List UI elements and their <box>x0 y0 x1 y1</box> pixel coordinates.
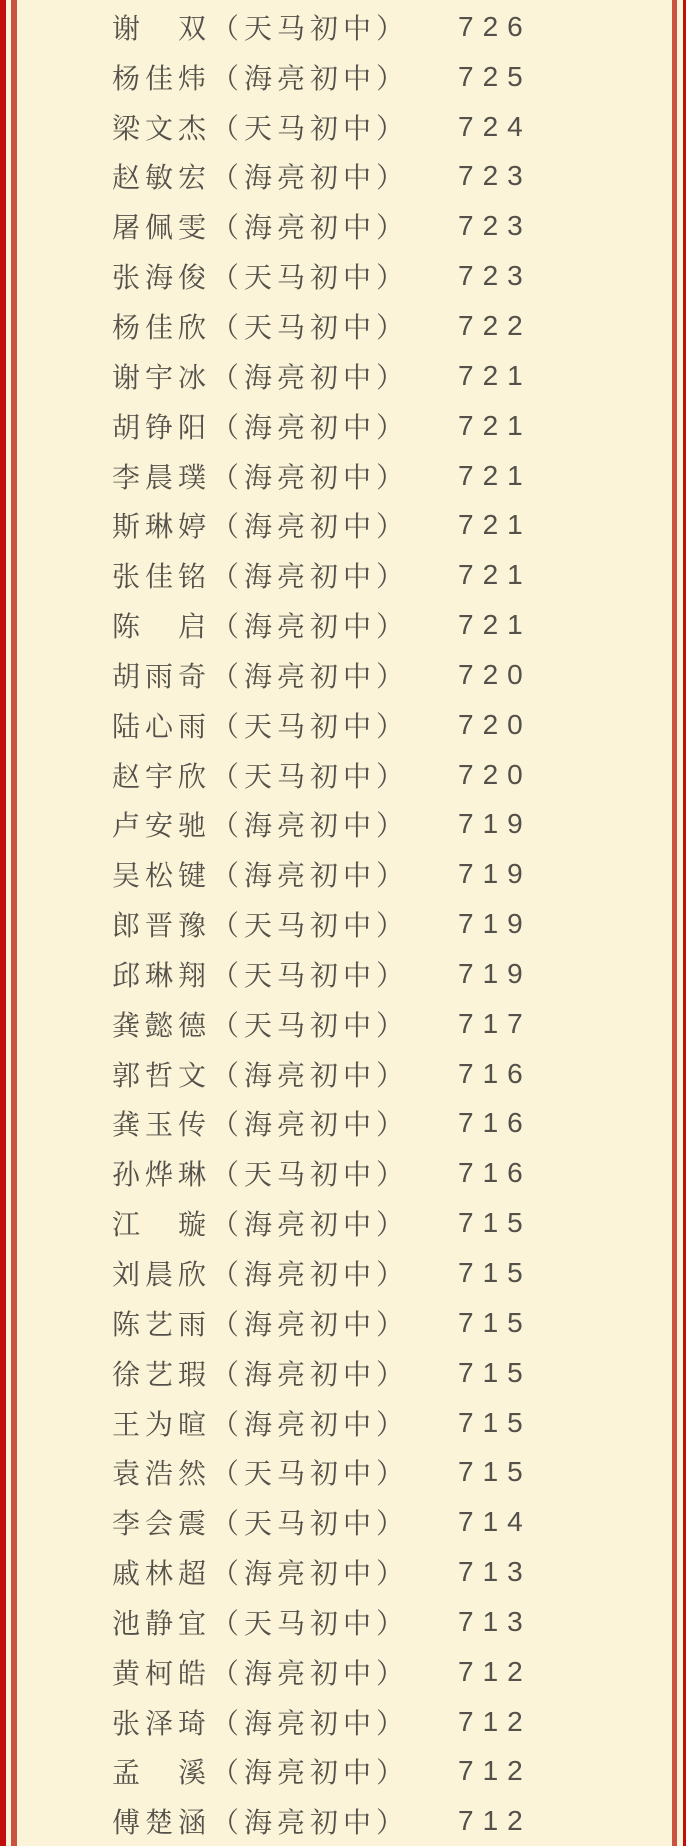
school-name: 海亮初中 <box>244 461 377 493</box>
score-value: 720 <box>458 708 532 740</box>
school-name: 海亮初中 <box>244 1558 377 1590</box>
open-paren: （ <box>211 760 245 792</box>
score-value: 713 <box>458 1556 532 1588</box>
student-name: 赵宇欣 <box>112 760 212 792</box>
student-entry <box>112 655 409 695</box>
close-paren: ） <box>376 1259 410 1291</box>
school-name: 海亮初中 <box>244 1707 377 1739</box>
open-paren: （ <box>211 1558 245 1590</box>
student-name: 袁浩然 <box>112 1458 212 1490</box>
open-paren: （ <box>211 311 245 343</box>
close-paren: ） <box>376 1109 410 1141</box>
open-paren: （ <box>211 1009 245 1041</box>
open-paren: （ <box>211 1607 245 1639</box>
close-paren: ） <box>376 1657 410 1689</box>
student-name: 斯琳婷 <box>112 511 212 543</box>
open-paren: （ <box>211 212 245 244</box>
school-name: 海亮初中 <box>244 511 377 543</box>
school-name: 海亮初中 <box>244 1059 377 1091</box>
student-entry <box>112 1751 409 1791</box>
list-item <box>0 401 686 451</box>
open-paren: （ <box>211 1458 245 1490</box>
school-name: 海亮初中 <box>244 1209 377 1241</box>
student-name: 邱琳翔 <box>112 959 212 991</box>
student-name: 黄柯皓 <box>112 1657 212 1689</box>
school-name: 海亮初中 <box>244 1109 377 1141</box>
student-entry <box>112 1153 409 1193</box>
score-value: 721 <box>458 459 532 491</box>
school-name: 海亮初中 <box>244 1657 377 1689</box>
open-paren: （ <box>211 561 245 593</box>
open-paren: （ <box>211 1707 245 1739</box>
close-paren: ） <box>376 1458 410 1490</box>
close-paren: ） <box>376 561 410 593</box>
list-item <box>0 351 686 401</box>
student-entry <box>112 954 409 994</box>
student-entry <box>112 1054 409 1094</box>
score-value: 724 <box>458 110 532 142</box>
list-item <box>0 949 686 999</box>
score-value: 720 <box>458 658 532 690</box>
school-name: 天马初中 <box>244 910 377 942</box>
close-paren: ） <box>376 112 410 144</box>
list-item <box>0 52 686 102</box>
school-name: 天马初中 <box>244 112 377 144</box>
school-name: 海亮初中 <box>244 1807 377 1839</box>
score-value: 721 <box>458 609 532 641</box>
school-name: 海亮初中 <box>244 1308 377 1340</box>
student-entry <box>112 755 409 795</box>
close-paren: ） <box>376 12 410 44</box>
close-paren: ） <box>376 1059 410 1091</box>
school-name: 天马初中 <box>244 959 377 991</box>
student-name: 龚玉传 <box>112 1109 212 1141</box>
student-name: 戚林超 <box>112 1558 212 1590</box>
open-paren: （ <box>211 511 245 543</box>
student-name: 李会震 <box>112 1508 212 1540</box>
close-paren: ） <box>376 62 410 94</box>
score-value: 715 <box>458 1207 532 1239</box>
student-entry <box>112 206 409 246</box>
student-entry <box>112 1552 409 1592</box>
student-name: 刘晨欣 <box>112 1259 212 1291</box>
close-paren: ） <box>376 1209 410 1241</box>
close-paren: ） <box>376 860 410 892</box>
open-paren: （ <box>211 611 245 643</box>
list-item <box>0 1049 686 1099</box>
open-paren: （ <box>211 1259 245 1291</box>
list-item <box>0 800 686 850</box>
school-name: 海亮初中 <box>244 860 377 892</box>
close-paren: ） <box>376 1807 410 1839</box>
close-paren: ） <box>376 461 410 493</box>
student-name: 陈艺雨 <box>112 1308 212 1340</box>
school-name: 天马初中 <box>244 1009 377 1041</box>
student-entry <box>112 57 409 97</box>
score-value: 722 <box>458 309 532 341</box>
student-entry <box>112 256 409 296</box>
student-name: 孟 溪 <box>112 1757 212 1789</box>
score-value: 715 <box>458 1257 532 1289</box>
student-name: 陆心雨 <box>112 710 212 742</box>
list-item <box>0 1796 686 1846</box>
student-entry <box>112 1004 409 1044</box>
open-paren: （ <box>211 1408 245 1440</box>
student-entry <box>112 7 409 47</box>
close-paren: ） <box>376 1757 410 1789</box>
close-paren: ） <box>376 959 410 991</box>
student-name: 龚懿德 <box>112 1009 212 1041</box>
close-paren: ） <box>376 262 410 294</box>
open-paren: （ <box>211 660 245 692</box>
close-paren: ） <box>376 810 410 842</box>
school-name: 海亮初中 <box>244 62 377 94</box>
score-value: 714 <box>458 1506 532 1538</box>
student-name: 卢安驰 <box>112 810 212 842</box>
open-paren: （ <box>211 810 245 842</box>
score-value: 719 <box>458 908 532 940</box>
school-name: 天马初中 <box>244 311 377 343</box>
student-entry <box>112 605 409 645</box>
list-item <box>0 1198 686 1248</box>
close-paren: ） <box>376 212 410 244</box>
list-item <box>0 201 686 251</box>
score-value: 725 <box>458 60 532 92</box>
student-name: 王为暄 <box>112 1408 212 1440</box>
school-name: 海亮初中 <box>244 1259 377 1291</box>
open-paren: （ <box>211 1059 245 1091</box>
close-paren: ） <box>376 1408 410 1440</box>
score-value: 723 <box>458 260 532 292</box>
open-paren: （ <box>211 262 245 294</box>
close-paren: ） <box>376 411 410 443</box>
list-item <box>0 600 686 650</box>
score-value: 721 <box>458 359 532 391</box>
list-item <box>0 1099 686 1149</box>
close-paren: ） <box>376 1508 410 1540</box>
list-item <box>0 1547 686 1597</box>
open-paren: （ <box>211 62 245 94</box>
list-item <box>0 451 686 501</box>
student-name: 张海俊 <box>112 262 212 294</box>
student-name: 池静宜 <box>112 1607 212 1639</box>
student-name: 梁文杰 <box>112 112 212 144</box>
score-value: 720 <box>458 758 532 790</box>
close-paren: ） <box>376 1707 410 1739</box>
student-entry <box>112 306 409 346</box>
student-name: 李晨璞 <box>112 461 212 493</box>
list-item <box>0 849 686 899</box>
student-entry <box>112 1253 409 1293</box>
list-item <box>0 152 686 202</box>
list-item <box>0 1298 686 1348</box>
school-name: 天马初中 <box>244 1458 377 1490</box>
school-name: 天马初中 <box>244 1508 377 1540</box>
score-value: 712 <box>458 1755 532 1787</box>
score-value: 715 <box>458 1406 532 1438</box>
school-name: 海亮初中 <box>244 1358 377 1390</box>
close-paren: ） <box>376 1358 410 1390</box>
school-name: 天马初中 <box>244 760 377 792</box>
student-entry <box>112 904 409 944</box>
close-paren: ） <box>376 361 410 393</box>
open-paren: （ <box>211 1757 245 1789</box>
student-entry <box>112 1403 409 1443</box>
student-entry <box>112 555 409 595</box>
school-name: 天马初中 <box>244 710 377 742</box>
score-value: 712 <box>458 1655 532 1687</box>
student-entry <box>112 1103 409 1143</box>
student-name: 张佳铭 <box>112 561 212 593</box>
student-entry <box>112 1702 409 1742</box>
list-item <box>0 251 686 301</box>
list-item <box>0 550 686 600</box>
close-paren: ） <box>376 1308 410 1340</box>
score-value: 713 <box>458 1605 532 1637</box>
open-paren: （ <box>211 910 245 942</box>
close-paren: ） <box>376 910 410 942</box>
school-name: 海亮初中 <box>244 1408 377 1440</box>
score-value: 712 <box>458 1705 532 1737</box>
list-item <box>0 1398 686 1448</box>
student-entry <box>112 1203 409 1243</box>
close-paren: ） <box>376 611 410 643</box>
score-value: 719 <box>458 858 532 890</box>
open-paren: （ <box>211 1109 245 1141</box>
score-value: 717 <box>458 1007 532 1039</box>
school-name: 海亮初中 <box>244 561 377 593</box>
student-name: 胡雨奇 <box>112 660 212 692</box>
list-item <box>0 301 686 351</box>
close-paren: ） <box>376 760 410 792</box>
school-name: 天马初中 <box>244 1607 377 1639</box>
close-paren: ） <box>376 162 410 194</box>
open-paren: （ <box>211 411 245 443</box>
student-name: 杨佳炜 <box>112 62 212 94</box>
student-entry <box>112 854 409 894</box>
score-value: 721 <box>458 559 532 591</box>
list-item <box>0 1747 686 1797</box>
score-value: 715 <box>458 1306 532 1338</box>
student-entry <box>112 107 409 147</box>
list-item <box>0 1148 686 1198</box>
list-item <box>0 2 686 52</box>
list-item <box>0 1697 686 1747</box>
open-paren: （ <box>211 12 245 44</box>
list-item <box>0 1348 686 1398</box>
open-paren: （ <box>211 1159 245 1191</box>
student-entry <box>112 505 409 545</box>
student-entry <box>112 1801 409 1841</box>
close-paren: ） <box>376 710 410 742</box>
list-item <box>0 1597 686 1647</box>
student-entry <box>112 406 409 446</box>
close-paren: ） <box>376 660 410 692</box>
open-paren: （ <box>211 959 245 991</box>
close-paren: ） <box>376 1009 410 1041</box>
close-paren: ） <box>376 1159 410 1191</box>
student-entry <box>112 1502 409 1542</box>
open-paren: （ <box>211 461 245 493</box>
list-item <box>0 1447 686 1497</box>
score-value: 719 <box>458 808 532 840</box>
student-name: 谢 双 <box>112 12 212 44</box>
student-name: 郎晋豫 <box>112 910 212 942</box>
open-paren: （ <box>211 361 245 393</box>
open-paren: （ <box>211 112 245 144</box>
score-value: 723 <box>458 160 532 192</box>
list-item <box>0 500 686 550</box>
open-paren: （ <box>211 1508 245 1540</box>
open-paren: （ <box>211 1657 245 1689</box>
open-paren: （ <box>211 1209 245 1241</box>
student-name: 吴松键 <box>112 860 212 892</box>
score-value: 721 <box>458 509 532 541</box>
list-item <box>0 700 686 750</box>
student-entry <box>112 1303 409 1343</box>
student-name: 徐艺瑕 <box>112 1358 212 1390</box>
score-value: 726 <box>458 10 532 42</box>
list-item <box>0 999 686 1049</box>
school-name: 海亮初中 <box>244 1757 377 1789</box>
student-name: 江 璇 <box>112 1209 212 1241</box>
score-value: 715 <box>458 1456 532 1488</box>
student-entry <box>112 1602 409 1642</box>
score-value: 716 <box>458 1057 532 1089</box>
close-paren: ） <box>376 1607 410 1639</box>
school-name: 海亮初中 <box>244 810 377 842</box>
list-item <box>0 1647 686 1697</box>
list-item <box>0 1497 686 1547</box>
score-value: 719 <box>458 957 532 989</box>
student-name: 张泽琦 <box>112 1707 212 1739</box>
student-entry <box>112 156 409 196</box>
school-name: 海亮初中 <box>244 361 377 393</box>
open-paren: （ <box>211 1308 245 1340</box>
school-name: 天马初中 <box>244 1159 377 1191</box>
open-paren: （ <box>211 710 245 742</box>
student-entry <box>112 804 409 844</box>
school-name: 海亮初中 <box>244 212 377 244</box>
student-name: 胡铮阳 <box>112 411 212 443</box>
list-item <box>0 102 686 152</box>
student-entry <box>112 705 409 745</box>
close-paren: ） <box>376 311 410 343</box>
close-paren: ） <box>376 1558 410 1590</box>
score-value: 712 <box>458 1805 532 1837</box>
student-name: 陈 启 <box>112 611 212 643</box>
list-item <box>0 899 686 949</box>
school-name: 天马初中 <box>244 262 377 294</box>
student-name: 屠佩雯 <box>112 212 212 244</box>
student-entry <box>112 1652 409 1692</box>
student-entry <box>112 456 409 496</box>
student-entry <box>112 356 409 396</box>
school-name: 天马初中 <box>244 12 377 44</box>
student-name: 孙烨琳 <box>112 1159 212 1191</box>
student-entry <box>112 1452 409 1492</box>
student-name: 杨佳欣 <box>112 311 212 343</box>
score-value: 715 <box>458 1356 532 1388</box>
open-paren: （ <box>211 860 245 892</box>
score-value: 716 <box>458 1157 532 1189</box>
student-entry <box>112 1353 409 1393</box>
open-paren: （ <box>211 1358 245 1390</box>
list-item <box>0 750 686 800</box>
student-name: 赵敏宏 <box>112 162 212 194</box>
school-name: 海亮初中 <box>244 660 377 692</box>
score-value: 721 <box>458 409 532 441</box>
school-name: 海亮初中 <box>244 411 377 443</box>
school-name: 海亮初中 <box>244 611 377 643</box>
close-paren: ） <box>376 511 410 543</box>
student-name: 郭哲文 <box>112 1059 212 1091</box>
list-item <box>0 650 686 700</box>
score-value: 723 <box>458 210 532 242</box>
score-value: 716 <box>458 1107 532 1139</box>
open-paren: （ <box>211 162 245 194</box>
open-paren: （ <box>211 1807 245 1839</box>
student-name: 傅楚涵 <box>112 1807 212 1839</box>
school-name: 海亮初中 <box>244 162 377 194</box>
student-name: 谢宇冰 <box>112 361 212 393</box>
list-item <box>0 1248 686 1298</box>
